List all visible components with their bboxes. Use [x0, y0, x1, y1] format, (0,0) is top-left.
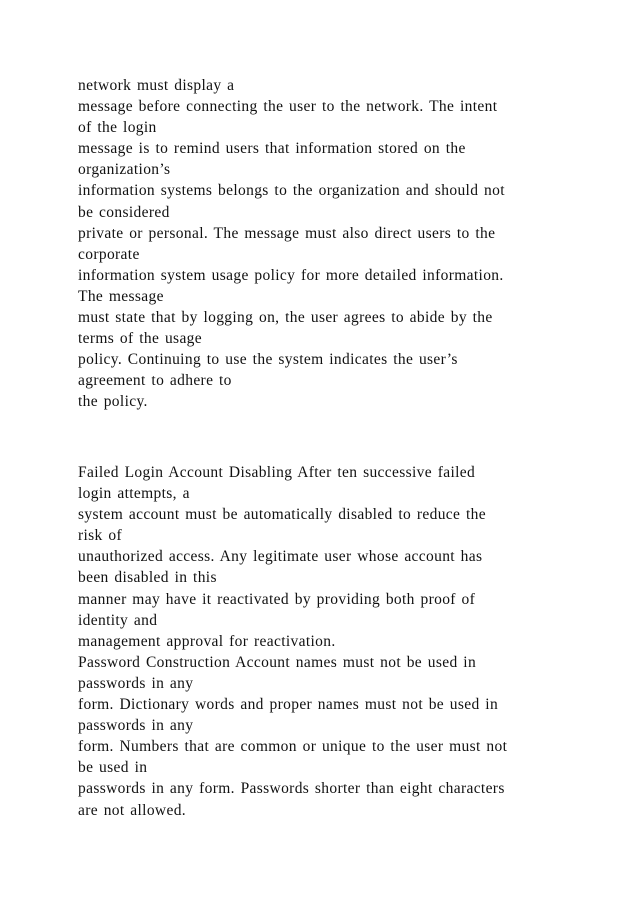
text-line: private or personal. The message must also direct users to the: [78, 224, 496, 242]
text-line: network must display a: [78, 77, 235, 94]
text-line: passwords in any: [78, 674, 194, 692]
text-line: passwords in any: [78, 717, 194, 735]
text-line: Password Construction Account names must not be used in: [78, 653, 477, 671]
text-line: are not allowed.: [78, 801, 187, 819]
text-line: terms of the usage: [78, 330, 202, 348]
login-message-paragraph: [78, 75, 578, 413]
text-line: identity and: [78, 611, 158, 629]
text-line: message before connecting the user to the network. The intent: [78, 98, 498, 116]
text-line: be used in: [78, 759, 148, 777]
text-line: manner may have it reactivated by providing both proof of: [78, 590, 476, 608]
text-line: The message: [78, 287, 164, 305]
text-line: system account must be automatically disabled to reduce the: [78, 506, 486, 524]
text-line: of the login: [78, 119, 157, 137]
text-line: be considered: [78, 203, 170, 221]
text-line: unauthorized access. Any legitimate user whose account has: [78, 548, 483, 566]
text-line: been disabled in this: [78, 569, 217, 587]
text-line: information systems belongs to the organization and should not: [78, 182, 505, 200]
text-line: information system usage policy for more detailed information.: [78, 266, 504, 284]
text-line: organization’s: [78, 161, 171, 179]
text-line: form. Dictionary words and proper names must not be used in: [78, 696, 499, 714]
text-line: form. Numbers that are common or unique to the user must not: [78, 738, 508, 756]
text-line: message is to remind users that information stored on the: [78, 140, 466, 158]
account-password-paragraph: [78, 462, 578, 821]
text-line: policy. Continuing to use the system indicates the user’s: [78, 351, 458, 369]
text-line: management approval for reactivation.: [78, 632, 336, 650]
text-line: login attempts, a: [78, 485, 190, 503]
text-line: agreement to adhere to: [78, 372, 232, 390]
text-line: Failed Login Account Disabling After ten successive failed: [78, 464, 476, 481]
text-line: the policy.: [78, 393, 148, 411]
text-line: corporate: [78, 245, 140, 263]
text-line: must state that by logging on, the user agrees to abide by the: [78, 309, 493, 327]
text-line: risk of: [78, 527, 122, 545]
text-line: passwords in any form. Passwords shorter than eight characters: [78, 780, 505, 798]
